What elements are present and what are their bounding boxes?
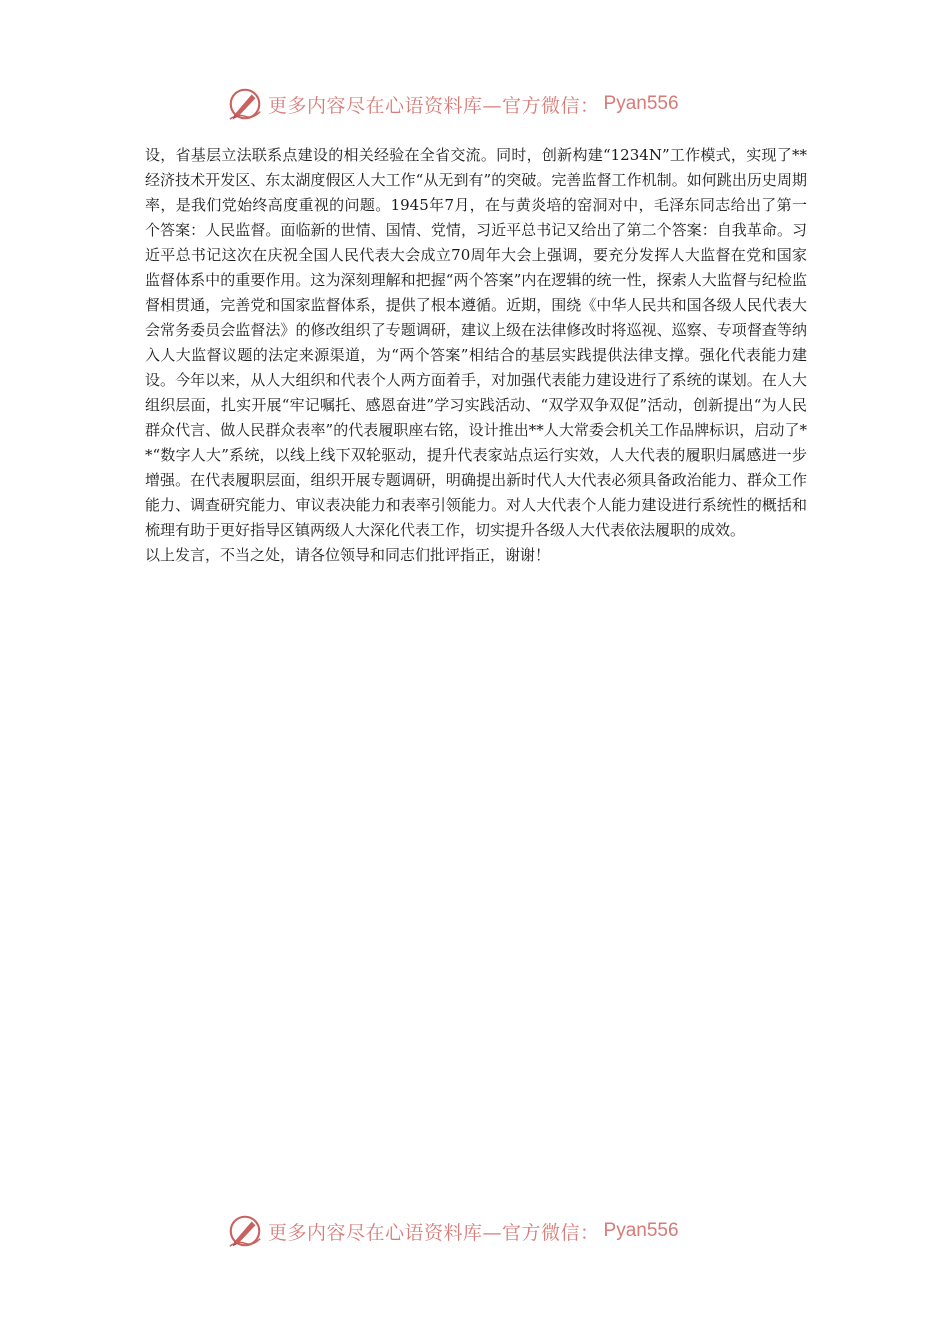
body-paragraph: 设，省基层立法联系点建设的相关经验在全省交流。同时，创新构建“1234N”工作模式，实现了**经济技术开发区、东太湖度假区人大工作“从无到有”的突破。完善监督工作机制。如何跳出历史周期率，是我们党始终高度重视的问题。1945年7月，在与黄炎培的窑洞对中，毛泽东同志给出了第一个答案：人民监督。面临新的世情、国情、党情，习近平总书记又给出了第二个答案：自我革命。习近平总书记这次在庆祝全国人民代表大会成立70周年大会上强调，要充分发挥人大监督在党和国家监督体系中的重要作用。这为深刻理解和把握“两个答案”内在逻辑的统一性，探索人大监督与纪检监督相贯通，完善党和国家监督体系，提供了根本遵循。近期，围绕《中华人民共和国各级人民代表大会常务委员会监督法》的修改组织了专题调研，建议上级在法律修改时将巡视、巡察、专项督查等纳入人大监督议题的法定来源渠道，为“两个答案”相结合的基层实践提供法律支撑。强化代表能力建设。今年以来，从人大组织和代表个人两方面着手，对加强代表能力建设进行了系统的谋划。在人大组织层面，扎实开展“牢记嘱托、感恩奋进”学习实践活动、“双学双争双促”活动，创新提出“为人民群众代言、做人民群众表率”的代表履职座右铭，设计推出**人大常委会机关工作品牌标识，启动了**“数字人大”系统，以线上线下双轮驱动，提升代表家站点运行实效，人大代表的履职归属感进一步增强。在代表履职层面，组织开展专题调研，明确提出新时代人大代表必须具备政治能力、群众工作能力、调查研究能力、审议表决能力和表率引领能力。对人大代表个人能力建设进行系统性的概括和梳理有助于更好指导区镇两级人大深化代表工作，切实提升各级人大代表依法履职的成效。	[145, 146, 807, 539]
document-body	[145, 143, 807, 568]
closing-remark: 以上发言，不当之处，请各位领导和同志们批评指正，谢谢！	[145, 546, 551, 564]
footer-watermark	[226, 1211, 679, 1251]
watermark-text: 更多内容尽在心语资料库—官方微信：	[268, 94, 600, 117]
header-watermark	[226, 84, 679, 124]
pen-logo-icon	[226, 1212, 264, 1250]
watermark-wechat-id: Pyan556	[603, 93, 679, 114]
pen-logo-icon	[226, 85, 264, 123]
watermark-text: 更多内容尽在心语资料库—官方微信：	[268, 1221, 600, 1244]
watermark-wechat-id: Pyan556	[603, 1220, 679, 1241]
